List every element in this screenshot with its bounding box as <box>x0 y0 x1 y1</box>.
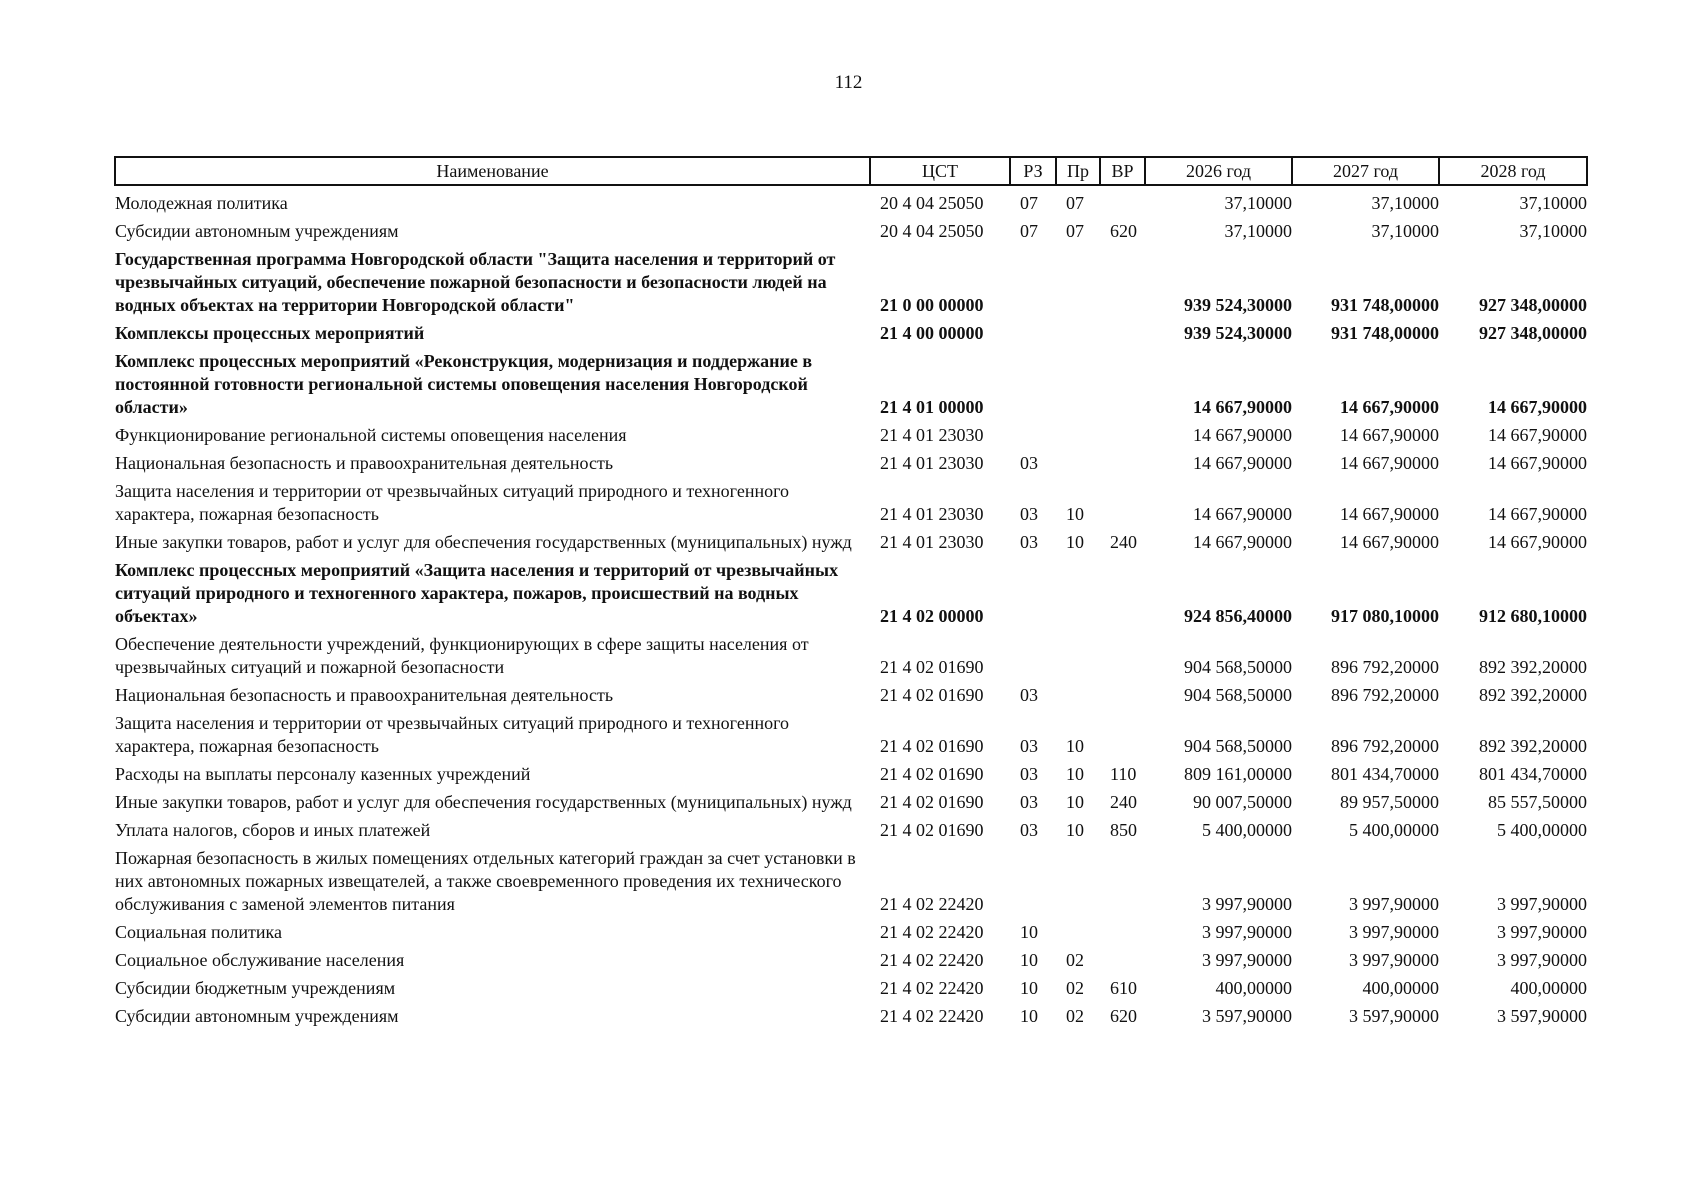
cell-pr <box>1056 319 1100 347</box>
cell-rz: 10 <box>1020 1006 1038 1026</box>
cell-pr: 07 <box>1066 221 1084 241</box>
cell-2026: 14 667,90000 <box>1193 425 1292 445</box>
cell-2027: 14 667,90000 <box>1340 425 1439 445</box>
cell-vr: 110 <box>1110 764 1137 784</box>
cell-2027: 37,10000 <box>1371 193 1439 213</box>
cell-2028: 37,10000 <box>1519 193 1587 213</box>
cell-pr: 10 <box>1066 736 1084 756</box>
cell-pr <box>1056 421 1100 449</box>
table-row <box>115 760 1587 788</box>
cell-cst: 21 4 02 22420 <box>880 1006 984 1026</box>
cell-2027: 896 792,20000 <box>1331 657 1439 677</box>
cell-2027: 801 434,70000 <box>1331 764 1439 784</box>
table-row <box>115 528 1587 556</box>
cell-name: Защита населения и территории от чрезвычайных ситуаций природного и техногенного характера, пожарная безопасность <box>115 481 790 524</box>
cell-vr: 240 <box>1110 532 1137 552</box>
table-row <box>115 681 1587 709</box>
cell-2028: 912 680,10000 <box>1479 606 1587 626</box>
cell-name: Молодежная политика <box>115 193 288 213</box>
cell-vr <box>1100 844 1145 918</box>
cell-rz: 03 <box>1020 504 1038 524</box>
cell-cst: 21 4 02 00000 <box>880 606 984 626</box>
cell-2028: 892 392,20000 <box>1479 657 1587 677</box>
cell-name: Иные закупки товаров, работ и услуг для обеспечения государственных (муниципальных) нужд <box>115 532 852 552</box>
cell-name: Уплата налогов, сборов и иных платежей <box>115 820 431 840</box>
cell-pr: 10 <box>1066 792 1084 812</box>
cell-pr: 10 <box>1066 764 1084 784</box>
cell-cst: 21 4 02 01690 <box>880 820 984 840</box>
cell-vr <box>1100 630 1145 681</box>
table-row <box>115 217 1587 245</box>
cell-2026: 14 667,90000 <box>1193 504 1292 524</box>
cell-name: Национальная безопасность и правоохранительная деятельность <box>115 453 614 473</box>
cell-2028: 14 667,90000 <box>1488 397 1587 417</box>
cell-rz: 07 <box>1020 221 1038 241</box>
table-row <box>115 709 1587 760</box>
table-row <box>115 421 1587 449</box>
cell-2027: 917 080,10000 <box>1331 606 1439 626</box>
cell-name: Национальная безопасность и правоохранительная деятельность <box>115 685 614 705</box>
cell-2027: 89 957,50000 <box>1340 792 1439 812</box>
cell-2027: 400,00000 <box>1362 978 1439 998</box>
table-row <box>115 449 1587 477</box>
cell-2026: 37,10000 <box>1224 221 1292 241</box>
cell-vr <box>1100 185 1145 217</box>
cell-name: Пожарная безопасность в жилых помещениях отдельных категорий граждан за счет установки в них автономных пожарных извещателей, а также своевременного проведения их технического обслуживания с заменой элементов питания <box>115 848 856 914</box>
cell-cst: 21 4 01 00000 <box>880 397 984 417</box>
column-header-2028: 2028 год <box>1439 157 1587 185</box>
table-row <box>115 788 1587 816</box>
cell-cst: 21 4 00 00000 <box>880 323 984 343</box>
cell-rz: 10 <box>1020 922 1038 942</box>
cell-pr <box>1056 449 1100 477</box>
cell-2027: 3 597,90000 <box>1349 1006 1439 1026</box>
cell-2026: 14 667,90000 <box>1193 453 1292 473</box>
table-row <box>115 319 1587 347</box>
cell-pr <box>1056 681 1100 709</box>
table-row <box>115 918 1587 946</box>
budget-table <box>114 156 1588 1030</box>
cell-2026: 3 997,90000 <box>1202 894 1292 914</box>
cell-name: Социальное обслуживание населения <box>115 950 405 970</box>
table-row <box>115 245 1587 319</box>
table-row <box>115 630 1587 681</box>
cell-vr <box>1100 556 1145 630</box>
cell-2027: 3 997,90000 <box>1349 950 1439 970</box>
cell-2026: 14 667,90000 <box>1193 532 1292 552</box>
cell-name: Субсидии автономным учреждениям <box>115 1006 399 1026</box>
cell-name: Комплексы процессных мероприятий <box>115 323 425 343</box>
column-header-rz: РЗ <box>1010 157 1056 185</box>
cell-pr: 10 <box>1066 532 1084 552</box>
cell-2026: 939 524,30000 <box>1184 323 1292 343</box>
cell-2028: 400,00000 <box>1510 978 1587 998</box>
cell-vr <box>1100 421 1145 449</box>
cell-2028: 14 667,90000 <box>1488 453 1587 473</box>
cell-2026: 904 568,50000 <box>1184 736 1292 756</box>
cell-cst: 21 4 02 22420 <box>880 978 984 998</box>
cell-rz: 10 <box>1020 950 1038 970</box>
cell-cst: 20 4 04 25050 <box>880 221 984 241</box>
column-header-vr: ВР <box>1100 157 1145 185</box>
table-row <box>115 347 1587 421</box>
cell-pr: 02 <box>1066 950 1084 970</box>
cell-2028: 3 997,90000 <box>1497 950 1587 970</box>
cell-2027: 3 997,90000 <box>1349 922 1439 942</box>
cell-rz <box>1010 245 1056 319</box>
cell-2026: 400,00000 <box>1215 978 1292 998</box>
cell-vr <box>1100 946 1145 974</box>
cell-2027: 14 667,90000 <box>1340 532 1439 552</box>
table-row <box>115 974 1587 1002</box>
table-row <box>115 816 1587 844</box>
cell-2028: 3 997,90000 <box>1497 922 1587 942</box>
cell-rz <box>1010 319 1056 347</box>
cell-2026: 90 007,50000 <box>1193 792 1292 812</box>
cell-2027: 896 792,20000 <box>1331 736 1439 756</box>
cell-2028: 37,10000 <box>1519 221 1587 241</box>
cell-rz: 03 <box>1020 792 1038 812</box>
page-number: 112 <box>834 72 863 93</box>
table-row <box>115 185 1587 217</box>
cell-2028: 14 667,90000 <box>1488 504 1587 524</box>
cell-cst: 21 4 01 23030 <box>880 453 984 473</box>
cell-cst: 21 4 02 01690 <box>880 764 984 784</box>
cell-2028: 14 667,90000 <box>1488 425 1587 445</box>
cell-pr: 02 <box>1066 1006 1084 1026</box>
cell-vr: 620 <box>1110 221 1137 241</box>
cell-vr <box>1100 347 1145 421</box>
table-body <box>115 185 1587 1030</box>
cell-2027: 3 997,90000 <box>1349 894 1439 914</box>
cell-2026: 904 568,50000 <box>1184 685 1292 705</box>
cell-2027: 896 792,20000 <box>1331 685 1439 705</box>
cell-rz <box>1010 556 1056 630</box>
cell-cst: 20 4 04 25050 <box>880 193 984 213</box>
cell-cst: 21 4 02 01690 <box>880 685 984 705</box>
cell-cst: 21 4 02 01690 <box>880 736 984 756</box>
cell-2026: 5 400,00000 <box>1202 820 1292 840</box>
cell-rz <box>1010 421 1056 449</box>
cell-cst: 21 4 02 22420 <box>880 894 984 914</box>
cell-pr: 07 <box>1066 193 1084 213</box>
cell-vr: 850 <box>1110 820 1137 840</box>
cell-rz: 03 <box>1020 820 1038 840</box>
table-row <box>115 1002 1587 1030</box>
cell-2028: 3 997,90000 <box>1497 894 1587 914</box>
cell-2026: 3 997,90000 <box>1202 950 1292 970</box>
cell-2028: 892 392,20000 <box>1479 685 1587 705</box>
cell-2026: 3 997,90000 <box>1202 922 1292 942</box>
table-row <box>115 844 1587 918</box>
cell-cst: 21 4 02 01690 <box>880 792 984 812</box>
cell-name: Иные закупки товаров, работ и услуг для обеспечения государственных (муниципальных) нужд <box>115 792 852 812</box>
cell-2027: 5 400,00000 <box>1349 820 1439 840</box>
cell-2028: 5 400,00000 <box>1497 820 1587 840</box>
cell-vr <box>1100 681 1145 709</box>
cell-rz: 03 <box>1020 532 1038 552</box>
cell-rz <box>1010 630 1056 681</box>
cell-2027: 931 748,00000 <box>1331 323 1439 343</box>
column-header-name: Наименование <box>115 157 870 185</box>
cell-vr <box>1100 245 1145 319</box>
cell-2028: 14 667,90000 <box>1488 532 1587 552</box>
cell-name: Защита населения и территории от чрезвычайных ситуаций природного и техногенного характера, пожарная безопасность <box>115 713 790 756</box>
cell-pr: 02 <box>1066 978 1084 998</box>
cell-rz: 03 <box>1020 764 1038 784</box>
cell-2026: 14 667,90000 <box>1193 397 1292 417</box>
cell-cst: 21 4 01 23030 <box>880 504 984 524</box>
table-row <box>115 556 1587 630</box>
column-header-2027: 2027 год <box>1292 157 1439 185</box>
cell-vr <box>1100 918 1145 946</box>
cell-2028: 892 392,20000 <box>1479 736 1587 756</box>
cell-vr <box>1100 477 1145 528</box>
cell-2026: 924 856,40000 <box>1184 606 1292 626</box>
cell-name: Социальная политика <box>115 922 282 942</box>
cell-name: Государственная программа Новгородской области "Защита населения и территорий от чрезвычайных ситуаций, обеспечение пожарной безопасности и безопасности людей на водных объектах на территории Новгородской области" <box>115 249 836 315</box>
column-header-pr: Пр <box>1056 157 1100 185</box>
cell-2028: 3 597,90000 <box>1497 1006 1587 1026</box>
cell-2026: 37,10000 <box>1224 193 1292 213</box>
cell-cst: 21 4 02 01690 <box>880 657 984 677</box>
cell-pr <box>1056 556 1100 630</box>
cell-name: Функционирование региональной системы оповещения населения <box>115 425 627 445</box>
cell-2027: 14 667,90000 <box>1340 397 1439 417</box>
cell-pr: 10 <box>1066 820 1084 840</box>
table-row <box>115 477 1587 528</box>
cell-2026: 904 568,50000 <box>1184 657 1292 677</box>
cell-name: Обеспечение деятельности учреждений, функционирующих в сфере защиты населения от чрезвычайных ситуаций и пожарной безопасности <box>115 634 809 677</box>
cell-2026: 939 524,30000 <box>1184 295 1292 315</box>
cell-rz: 03 <box>1020 736 1038 756</box>
column-header-cst: ЦСТ <box>870 157 1010 185</box>
cell-pr: 10 <box>1066 504 1084 524</box>
cell-2028: 85 557,50000 <box>1488 792 1587 812</box>
cell-name: Субсидии бюджетным учреждениям <box>115 978 396 998</box>
cell-2027: 931 748,00000 <box>1331 295 1439 315</box>
cell-rz: 07 <box>1020 193 1038 213</box>
cell-name: Расходы на выплаты персоналу казенных учреждений <box>115 764 531 784</box>
cell-pr <box>1056 630 1100 681</box>
cell-rz: 03 <box>1020 453 1038 473</box>
cell-name: Субсидии автономным учреждениям <box>115 221 399 241</box>
cell-pr <box>1056 245 1100 319</box>
cell-2028: 801 434,70000 <box>1479 764 1587 784</box>
cell-cst: 21 4 01 23030 <box>880 532 984 552</box>
cell-vr <box>1100 319 1145 347</box>
table-row <box>115 946 1587 974</box>
cell-vr: 240 <box>1110 792 1137 812</box>
cell-2028: 927 348,00000 <box>1479 323 1587 343</box>
cell-vr <box>1100 449 1145 477</box>
cell-pr <box>1056 844 1100 918</box>
cell-rz <box>1010 347 1056 421</box>
cell-vr <box>1100 709 1145 760</box>
cell-rz <box>1010 844 1056 918</box>
cell-name: Комплекс процессных мероприятий «Реконструкция, модернизация и поддержание в постоянной готовности региональной системы оповещения населения Новгородской области» <box>115 351 813 417</box>
cell-vr: 620 <box>1110 1006 1137 1026</box>
cell-name: Комплекс процессных мероприятий «Защита населения и территорий от чрезвычайных ситуаций природного и техногенного характера, пожаров, происшествий на водных объектах» <box>115 560 839 626</box>
table-header <box>115 157 1587 185</box>
cell-cst: 21 4 02 22420 <box>880 950 984 970</box>
cell-cst: 21 4 02 22420 <box>880 922 984 942</box>
cell-2027: 37,10000 <box>1371 221 1439 241</box>
cell-2026: 3 597,90000 <box>1202 1006 1292 1026</box>
cell-2026: 809 161,00000 <box>1184 764 1292 784</box>
cell-cst: 21 0 00 00000 <box>880 295 984 315</box>
cell-pr <box>1056 918 1100 946</box>
cell-2027: 14 667,90000 <box>1340 504 1439 524</box>
cell-rz: 10 <box>1020 978 1038 998</box>
cell-2027: 14 667,90000 <box>1340 453 1439 473</box>
cell-2028: 927 348,00000 <box>1479 295 1587 315</box>
cell-rz: 03 <box>1020 685 1038 705</box>
cell-cst: 21 4 01 23030 <box>880 425 984 445</box>
cell-pr <box>1056 347 1100 421</box>
column-header-2026: 2026 год <box>1145 157 1292 185</box>
cell-vr: 610 <box>1110 978 1137 998</box>
